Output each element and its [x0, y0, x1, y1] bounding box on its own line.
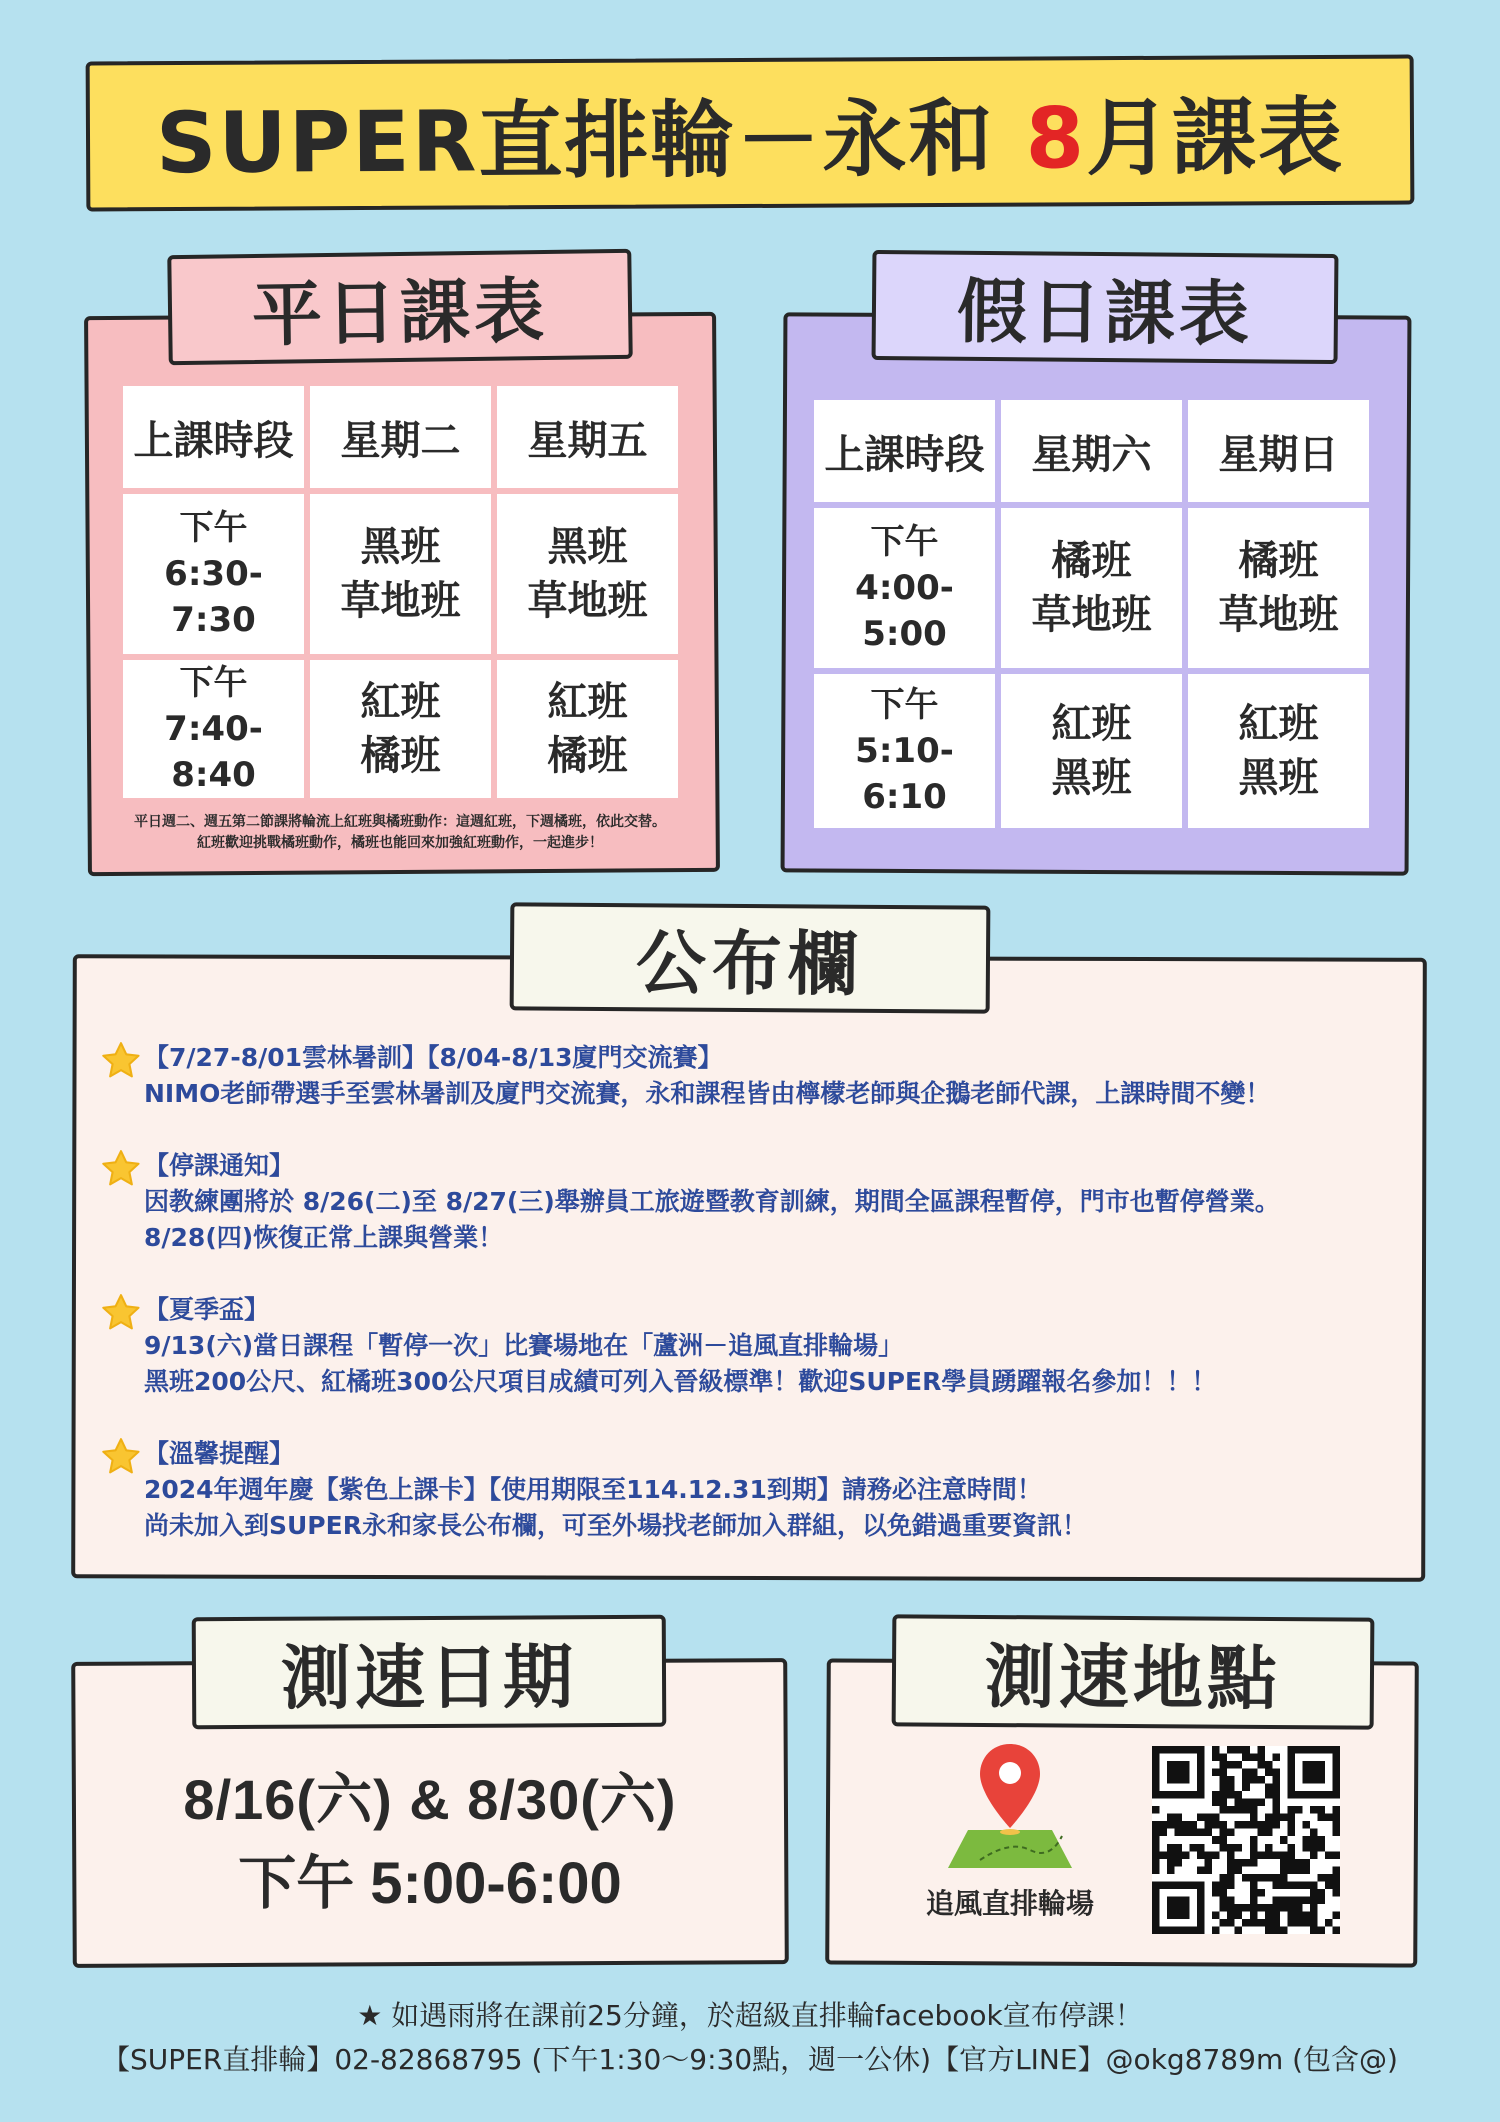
speed-test-dates: 8/16(六) & 8/30(六)	[183, 1768, 677, 1831]
notice-title: 【溫馨提醒】	[144, 1439, 295, 1468]
class-name: 黑班	[1051, 755, 1132, 801]
class-cell	[310, 494, 491, 654]
column-header-slot: 上課時段	[814, 400, 995, 502]
slot-time: 5:10-6:10	[855, 731, 954, 817]
star-icon	[100, 1148, 142, 1190]
class-cell	[497, 660, 678, 798]
speed-test-location-heading: 測速地點	[892, 1614, 1375, 1729]
speed-test-time: 下午 5:00-6:00	[238, 1851, 622, 1916]
class-cell	[1001, 508, 1182, 668]
time-slot-cell	[123, 494, 304, 654]
class-cell	[1188, 674, 1369, 828]
notice-item	[100, 1292, 1410, 1400]
notice-item	[100, 1148, 1410, 1256]
slot-time: 6:30-7:30	[164, 554, 263, 640]
column-header-sunday: 星期日	[1188, 400, 1369, 502]
class-name: 草地班	[1218, 592, 1339, 638]
time-slot-cell	[814, 508, 995, 668]
slot-period: 下午	[179, 663, 248, 703]
notice-text: 尚未加入到SUPER永和家長公布欄，可至外場找老師加入群組，以免錯過重要資訊！	[144, 1511, 1087, 1540]
class-name: 橘班	[547, 733, 628, 779]
class-name: 草地班	[340, 578, 461, 624]
table-row	[814, 508, 1369, 668]
class-name: 紅班	[1051, 701, 1132, 747]
speed-test-location-name: 追風直排輪場	[925, 1887, 1094, 1920]
class-cell	[310, 660, 491, 798]
slot-period: 下午	[870, 685, 939, 725]
time-slot-cell	[814, 674, 995, 828]
column-header-slot: 上課時段	[123, 386, 304, 488]
star-icon	[100, 1292, 142, 1334]
class-cell	[497, 494, 678, 654]
class-name: 橘班	[360, 733, 441, 779]
table-row	[123, 494, 678, 654]
title-suffix: 月課表	[1085, 87, 1345, 187]
slot-time: 7:40-8:40	[164, 709, 263, 795]
table-row	[123, 660, 678, 798]
notice-text: 黑班200公尺、紅橘班300公尺項目成績可列入晉級標準！歡迎SUPER學員踴躍報名參加！！！	[144, 1367, 1217, 1396]
class-name: 紅班	[547, 679, 628, 725]
class-name: 草地班	[527, 578, 648, 624]
table-header-row	[123, 386, 678, 488]
title-prefix: SUPER直排輪－永和	[155, 89, 1026, 192]
weekday-schedule-note	[100, 812, 700, 854]
class-name: 黑班	[1238, 755, 1319, 801]
class-name: 橘班	[1238, 538, 1319, 584]
notice-text: NIMO老師帶選手至雲林暑訓及廈門交流賽，永和課程皆由檸檬老師與企鵝老師代課，上課時間不變！	[144, 1079, 1271, 1108]
class-name: 黑班	[547, 524, 628, 570]
notice-text: 因教練團將於 8/26(二)至 8/27(三)舉辦員工旅遊暨教育訓練，期間全區課程暫停，門市也暫停營業。	[144, 1187, 1280, 1216]
map-pin-icon	[940, 1740, 1080, 1880]
notice-title: 【7/27-8/01雲林暑訓】【8/04-8/13廈門交流賽】	[144, 1043, 723, 1072]
class-name: 紅班	[360, 679, 441, 725]
notice-title: 【停課通知】	[144, 1151, 295, 1180]
weekend-schedule-table	[808, 394, 1375, 834]
table-row	[814, 674, 1369, 828]
speed-test-date-heading: 測速日期	[192, 1615, 667, 1729]
slot-time: 4:00-5:00	[855, 568, 954, 654]
class-cell	[1001, 674, 1182, 828]
notice-text: 9/13(六)當日課程「暫停一次」比賽場地在「蘆洲－追風直排輪場」	[144, 1331, 904, 1360]
notice-title: 【夏季盃】	[144, 1295, 270, 1324]
title-banner	[86, 55, 1415, 212]
class-cell	[1188, 508, 1369, 668]
rain-notice: ★ 如遇雨將在課前25分鐘，於超級直排輪facebook宣布停課！	[357, 1999, 1143, 2032]
class-name: 橘班	[1051, 538, 1132, 584]
time-slot-cell	[123, 660, 304, 798]
note-line: 平日週二、週五第二節課將輪流上紅班與橘班動作：這週紅班，下週橘班，依此交替。	[134, 814, 666, 830]
class-name: 黑班	[360, 524, 441, 570]
class-name: 紅班	[1238, 701, 1319, 747]
page-title	[156, 69, 1345, 196]
slot-period: 下午	[870, 522, 939, 562]
title-month-number: 8	[1025, 88, 1087, 188]
column-header-saturday: 星期六	[1001, 400, 1182, 502]
column-header-tuesday: 星期二	[310, 386, 491, 488]
star-icon	[100, 1436, 142, 1478]
weekday-schedule-heading: 平日課表	[167, 249, 632, 365]
table-header-row	[814, 400, 1369, 502]
weekday-schedule-table	[117, 380, 684, 804]
note-line: 紅班歡迎挑戰橘班動作，橘班也能回來加強紅班動作，一起進步！	[197, 835, 603, 851]
class-name: 草地班	[1031, 592, 1152, 638]
bulletin-board-heading: 公布欄	[510, 902, 991, 1013]
slot-period: 下午	[179, 508, 248, 548]
weekend-schedule-heading: 假日課表	[872, 250, 1339, 364]
notice-item	[100, 1436, 1410, 1544]
qr-code-icon[interactable]	[1152, 1746, 1340, 1934]
notice-text: 2024年週年慶【紫色上課卡】【使用期限至114.12.31到期】請務必注意時間！	[144, 1475, 1042, 1504]
column-header-friday: 星期五	[497, 386, 678, 488]
contact-info: 【SUPER直排輪】02-82868795 (下午1:30～9:30點，週一公休)【官方LINE】@okg8789m (包含@)	[102, 2043, 1398, 2076]
notice-text: 8/28(四)恢復正常上課與營業！	[144, 1223, 504, 1252]
notice-item	[100, 1040, 1410, 1112]
star-icon	[100, 1040, 142, 1082]
